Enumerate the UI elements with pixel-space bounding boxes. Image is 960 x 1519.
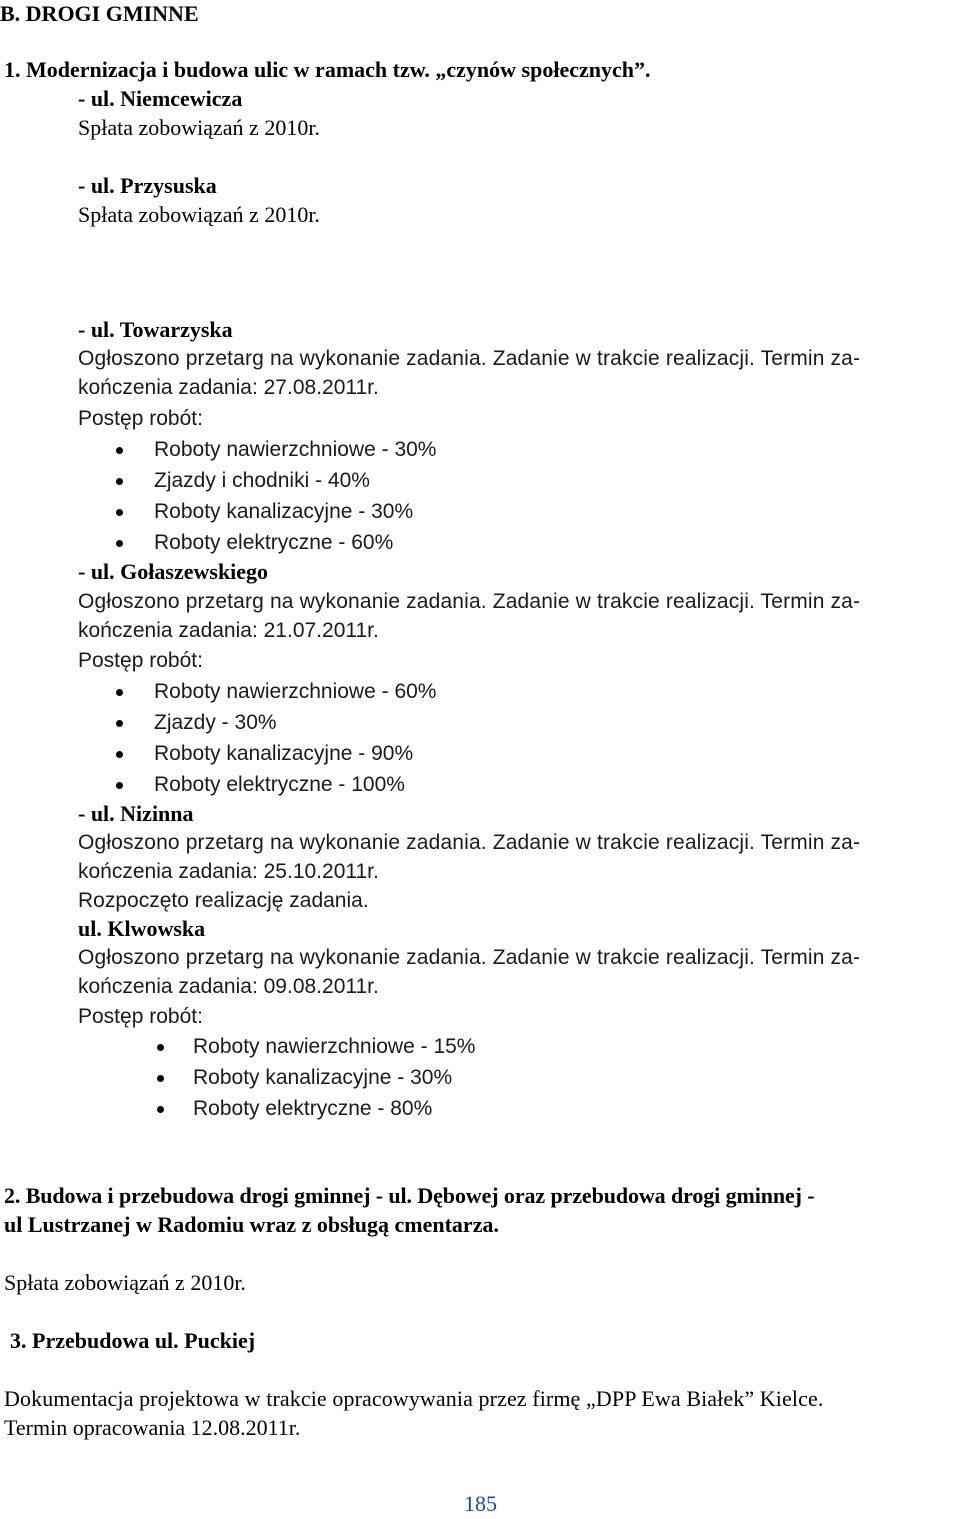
bullet-icon bbox=[116, 689, 123, 696]
progress-item: Roboty kanalizacyjne - 30% bbox=[193, 1066, 453, 1089]
item1-title: 1. Modernizacja i budowa ulic w ramach tzw. „czynów społecznych”. bbox=[4, 57, 651, 82]
progress-item: Roboty elektryczne - 80% bbox=[193, 1097, 433, 1120]
progress-item: Roboty kanalizacyjne - 90% bbox=[154, 742, 414, 765]
progress-item: Roboty nawierzchniowe - 60% bbox=[154, 680, 437, 703]
street-nizinna: - ul. Nizinna bbox=[78, 801, 194, 826]
page-number: 185 bbox=[464, 1491, 497, 1516]
golaszewskiego-line1: Ogłoszono przetarg na wykonanie zadania. Zadanie w trakcie realizacji. Termin za- bbox=[78, 590, 861, 613]
golaszewskiego-line2: kończenia zadania: 21.07.2011r. bbox=[78, 619, 379, 642]
towarzyska-line2: kończenia zadania: 27.08.2011r. bbox=[78, 376, 379, 399]
section-title: B. DROGI GMINNE bbox=[0, 1, 199, 26]
progress-item: Zjazdy - 30% bbox=[154, 711, 277, 734]
bullet-icon bbox=[116, 540, 123, 547]
klwowska-progress-label: Postęp robót: bbox=[78, 1005, 203, 1028]
nizinna-line1: Ogłoszono przetarg na wykonanie zadania. Zadanie w trakcie realizacji. Termin za- bbox=[78, 831, 861, 854]
progress-item: Zjazdy i chodniki - 40% bbox=[154, 469, 370, 492]
bullet-icon bbox=[157, 1075, 164, 1082]
bullet-icon bbox=[116, 720, 123, 727]
item3-text-line2: Termin opracowania 12.08.2011r. bbox=[4, 1415, 301, 1440]
progress-item: Roboty elektryczne - 100% bbox=[154, 773, 405, 796]
street-towarzyska bbox=[78, 316, 233, 344]
przysuska-note: Spłata zobowiązań z 2010r. bbox=[78, 202, 320, 227]
item2-title-line2: ul Lustrzanej w Radomiu wraz z obsługą cmentarza. bbox=[4, 1212, 499, 1237]
street-prefix: - ul. bbox=[78, 317, 115, 342]
niemcewicza-note: Spłata zobowiązań z 2010r. bbox=[78, 115, 320, 140]
golaszewskiego-progress-label: Postęp robót: bbox=[78, 649, 203, 672]
klwowska-line2: kończenia zadania: 09.08.2011r. bbox=[78, 975, 379, 998]
progress-item: Roboty nawierzchniowe - 15% bbox=[193, 1035, 476, 1058]
item3-text-line1: Dokumentacja projektowa w trakcie opracowywania przez firmę „DPP Ewa Białek” Kielce. bbox=[4, 1386, 824, 1411]
nizinna-line2: kończenia zadania: 25.10.2011r. bbox=[78, 860, 379, 883]
bullet-icon bbox=[116, 478, 123, 485]
bullet-icon bbox=[157, 1044, 164, 1051]
progress-item: Roboty kanalizacyjne - 30% bbox=[154, 500, 414, 523]
item3-title: 3. Przebudowa ul. Puckiej bbox=[10, 1328, 256, 1353]
klwowska-line1: Ogłoszono przetarg na wykonanie zadania. Zadanie w trakcie realizacji. Termin za- bbox=[78, 946, 861, 969]
progress-item: Roboty nawierzchniowe - 30% bbox=[154, 438, 437, 461]
bullet-icon bbox=[116, 447, 123, 454]
towarzyska-progress-label: Postęp robót: bbox=[78, 407, 203, 430]
street-niemcewicza: - ul. Niemcewicza bbox=[78, 86, 243, 111]
street-golaszewskiego: - ul. Gołaszewskiego bbox=[78, 559, 269, 584]
street-przysuska: - ul. Przysuska bbox=[78, 173, 217, 198]
item2-title-line1: 2. Budowa i przebudowa drogi gminnej - ul. Dębowej oraz przebudowa drogi gminnej - bbox=[4, 1183, 815, 1208]
nizinna-line3: Rozpoczęto realizację zadania. bbox=[78, 889, 369, 912]
bullet-icon bbox=[157, 1106, 164, 1113]
bullet-icon bbox=[116, 509, 123, 516]
towarzyska-line1: Ogłoszono przetarg na wykonanie zadania. Zadanie w trakcie realizacji. Termin za- bbox=[78, 347, 861, 370]
bullet-icon bbox=[116, 751, 123, 758]
street-name: Towarzyska bbox=[119, 317, 233, 342]
item2-note: Spłata zobowiązań z 2010r. bbox=[4, 1270, 246, 1295]
street-klwowska: ul. Klwowska bbox=[78, 916, 206, 941]
bullet-icon bbox=[116, 782, 123, 789]
progress-item: Roboty elektryczne - 60% bbox=[154, 531, 394, 554]
